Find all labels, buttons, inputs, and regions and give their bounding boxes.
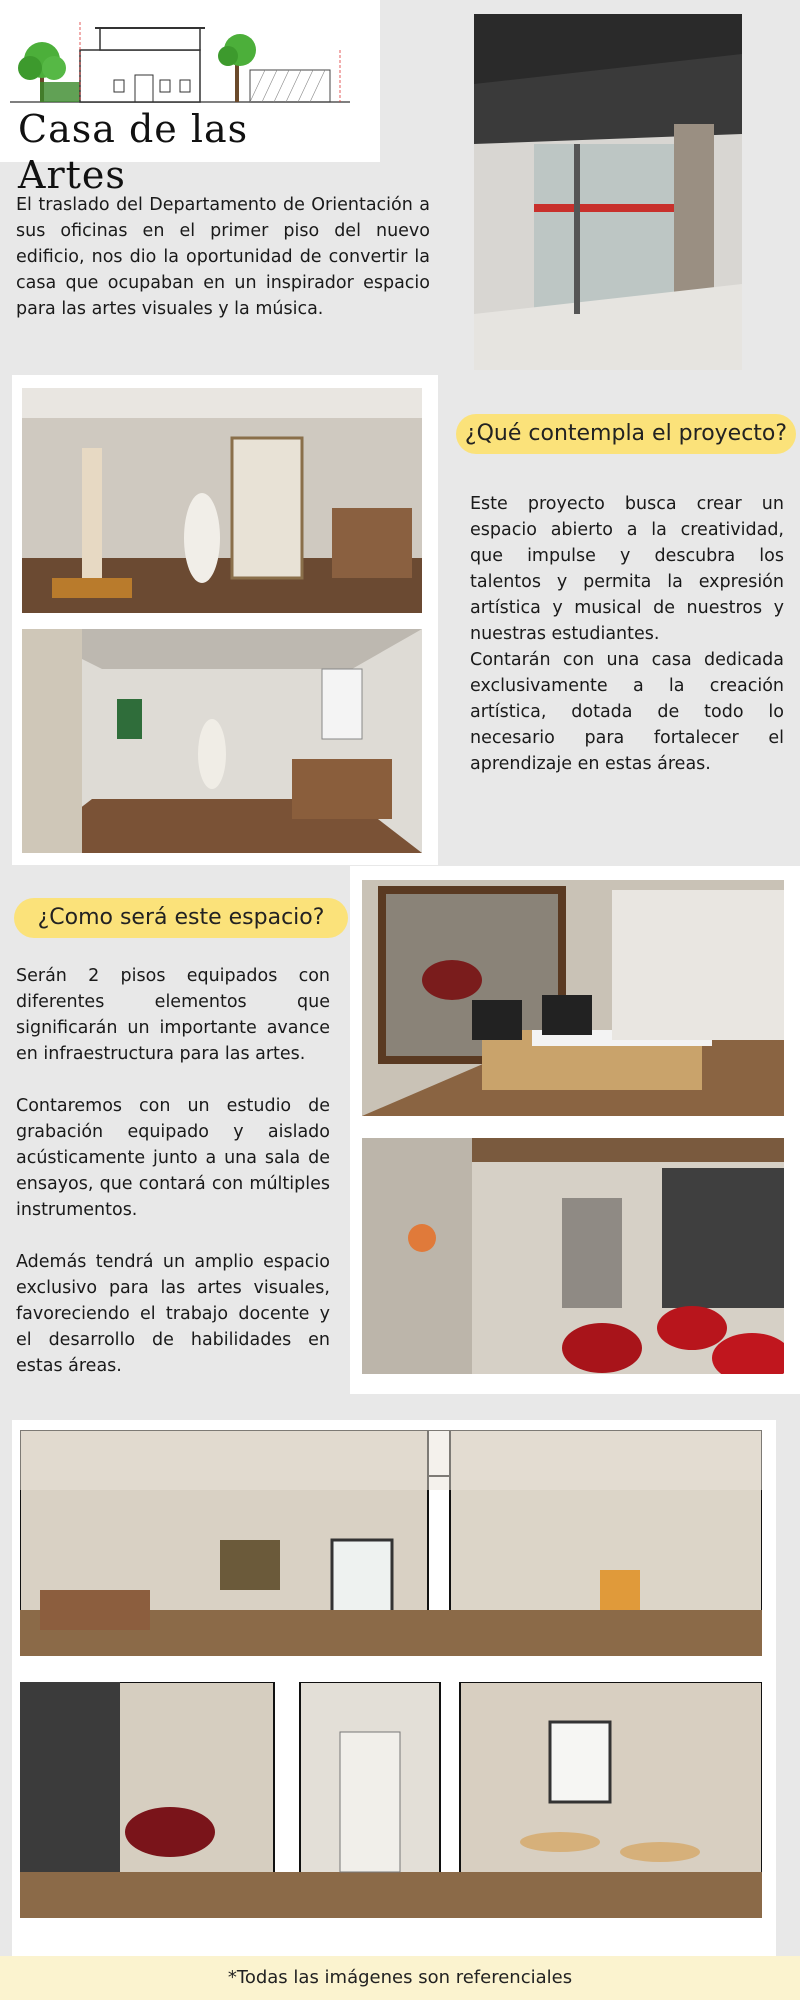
section2-paragraph-1: Serán 2 pisos equipados con diferentes elementos que significarán un importante avance en infraestructura para las artes. bbox=[16, 966, 330, 1064]
section2-paragraph-3: Además tendrá un amplio espacio exclusivo para las artes visuales, favoreciendo el trabajo docente y el desarrollo de habilidades en estas áreas. bbox=[16, 1252, 330, 1376]
house-logo-drawing bbox=[10, 20, 350, 110]
section-view-music-floor bbox=[20, 1682, 762, 1918]
art-room-photo-2 bbox=[22, 629, 422, 853]
recording-studio-photo bbox=[362, 880, 784, 1116]
section1-paragraph-2: Contarán con una casa dedicada exclusivamente a la creación artística, dotada de todo lo necesario para fortalecer el aprendizaje en estas áreas. bbox=[470, 650, 784, 774]
logo-panel bbox=[0, 0, 380, 197]
section-view-art-floor bbox=[20, 1430, 762, 1656]
logo-title: Casa de las Artes bbox=[18, 107, 249, 197]
section1-heading: ¿Qué contempla el proyecto? bbox=[456, 414, 796, 454]
rehearsal-room-photo bbox=[362, 1138, 784, 1374]
section1-body bbox=[470, 491, 784, 777]
section1-paragraph-1: Este proyecto busca crear un espacio abierto a la creatividad, que impulse y descubra los talentos y permita la expresión artística y musical de nuestros y nuestras estudiantes. bbox=[470, 494, 784, 644]
footer-note: *Todas las imágenes son referenciales bbox=[0, 1956, 800, 2000]
hallway-photo bbox=[474, 14, 742, 370]
art-room-photo-1 bbox=[22, 388, 422, 613]
section2-paragraph-2: Contaremos con un estudio de grabación equipado y aislado acústicamente junto a una sala de ensayos, que contará con múltiples instrumentos. bbox=[16, 1096, 330, 1220]
section2-heading: ¿Como será este espacio? bbox=[14, 898, 348, 938]
intro-paragraph: El traslado del Departamento de Orientación a sus oficinas en el primer piso del nuevo edificio, nos dio la oportunidad de convertir la casa que ocupaban en un inspirador espacio para las artes visuales y la música. bbox=[16, 195, 430, 319]
section2-body bbox=[16, 963, 330, 1379]
